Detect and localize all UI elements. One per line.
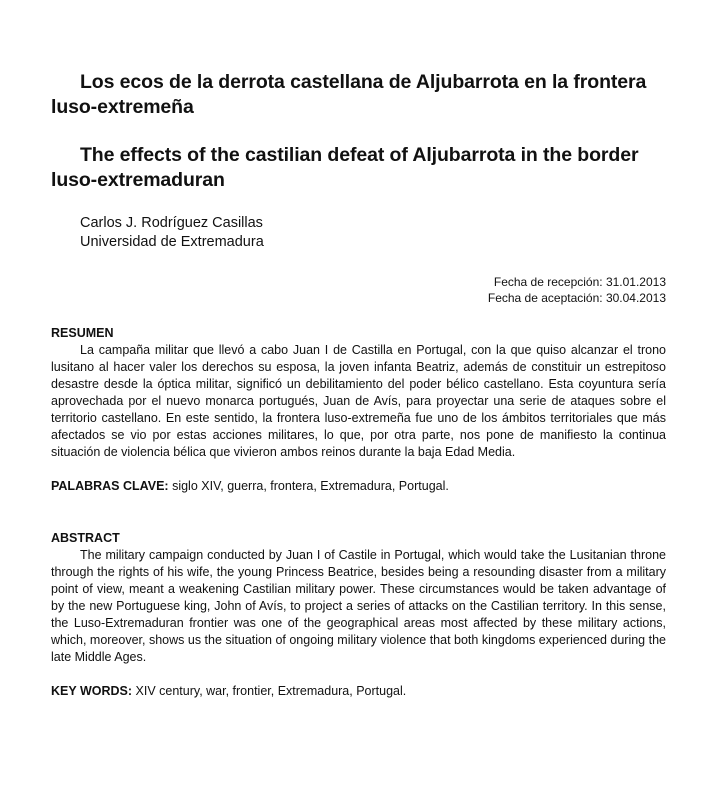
title-english: The effects of the castilian defeat of Aljubarrota in the border luso-extremaduran (51, 144, 639, 191)
author-name: Carlos J. Rodríguez Casillas (80, 215, 263, 231)
key-words (51, 683, 666, 700)
title-spanish: Los ecos de la derrota castellana de Aljubarrota en la frontera luso-extremeña (51, 71, 647, 118)
palabras-clave-label: PALABRAS CLAVE: (51, 479, 169, 493)
dates-block (51, 274, 666, 306)
resumen-heading: RESUMEN (51, 326, 114, 340)
article-front-matter (51, 70, 666, 700)
abstract-heading: ABSTRACT (51, 531, 120, 545)
author-block (51, 214, 666, 252)
abstract-text: The military campaign conducted by Juan I of Castile in Portugal, which would take the Lusitanian throne through the rights of his wife, the young Princess Beatrice, besides being a resounding disaster from a military point of view, meant a weakening Castilian military power. These circumstances would be taken advantage of by the new Portuguese king, John of Avís, to project a series of attacks on the Castilian territory. In this sense, the Luso-Extremaduran frontier was one of the geographical areas most affected by these military actions, which, moreover, shows us the situation of ongoing military violence that both kingdoms experienced during the late Middle Ages. (51, 548, 666, 664)
resumen-text: La campaña militar que llevó a cabo Juan I de Castilla en Portugal, con la que quiso alcanzar el trono lusitano al hacer valer los derechos su esposa, la joven infanta Beatriz, además de constituir un estrepitoso desastre desde la óptica militar, significó un debilitamiento del poder bélico castellano. Esta coyuntura sería aprovechada por el nuevo monarca portugués, Juan de Avís, para proyectar una serie de ataques sobre el territorio castellano. En este sentido, la frontera luso-extremeña fue uno de los ámbitos territoriales que más afectados se vio por estas acciones militares, lo que, por otra parte, nos pone de manifiesto la continua situación de violencia bélica que vivieron ambos reinos durante la baja Edad Media. (51, 343, 666, 459)
key-words-label: KEY WORDS: (51, 684, 133, 698)
accepted-date: Fecha de aceptación: 30.04.2013 (487, 291, 666, 305)
palabras-clave-text: siglo XIV, guerra, frontera, Extremadura, Portugal. (172, 479, 449, 493)
author-affiliation: Universidad de Extremadura (80, 234, 264, 250)
received-date: Fecha de recepción: 31.01.2013 (493, 275, 666, 289)
palabras-clave (51, 478, 666, 495)
key-words-text: XIV century, war, frontier, Extremadura, Portugal. (135, 684, 407, 698)
